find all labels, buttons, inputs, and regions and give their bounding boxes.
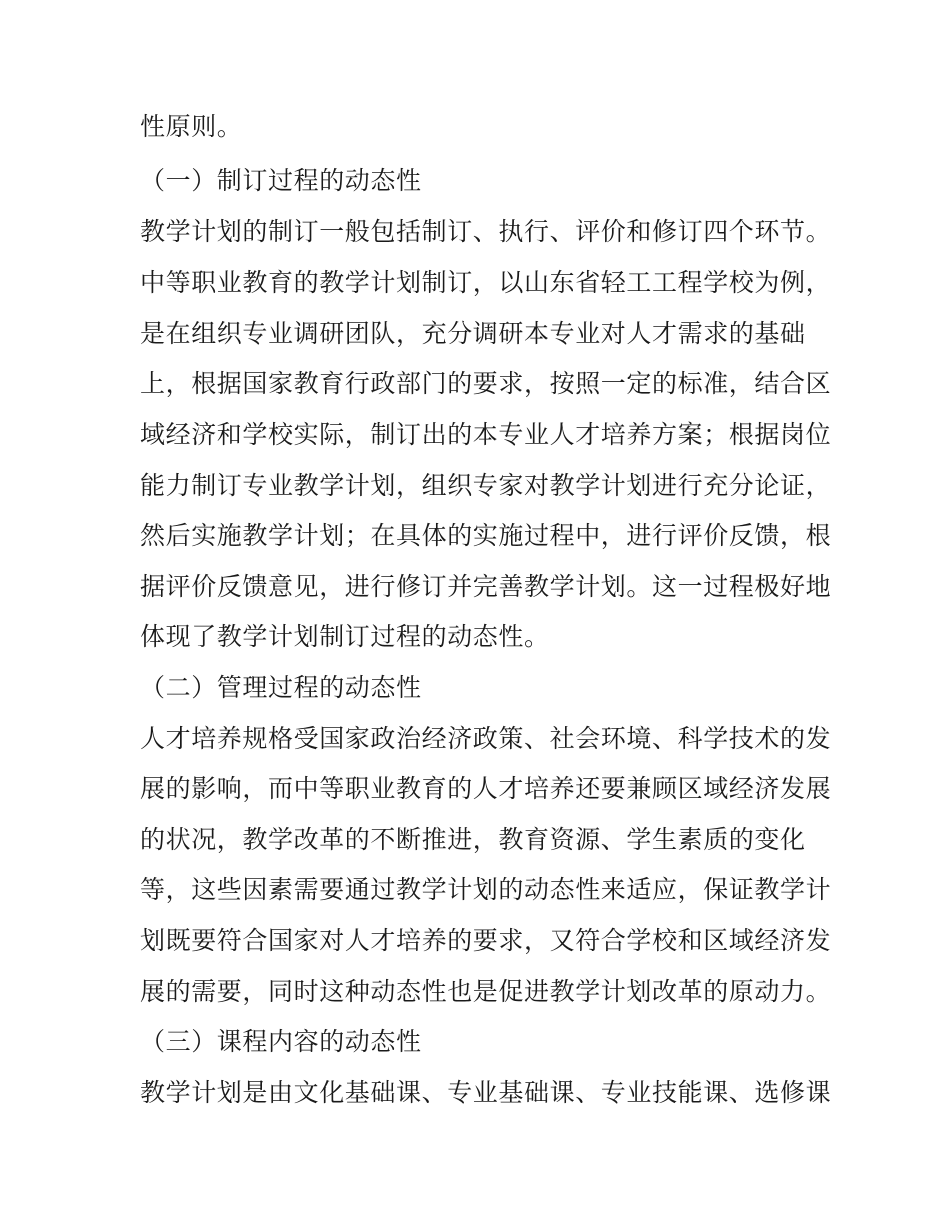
- paragraph-line: 据评价反馈意见，进行修订并完善教学计划。这一过程极好地: [140, 572, 832, 601]
- paragraph-line: 域经济和学校实际，制订出的本专业人才培养方案；根据岗位: [140, 420, 832, 449]
- paragraph-line: 上，根据国家教育行政部门的要求，按照一定的标准，结合区: [140, 369, 832, 398]
- paragraph-line: 然后实施教学计划；在具体的实施过程中，进行评价反馈，根: [140, 521, 832, 550]
- section-heading-1: （一）制订过程的动态性: [140, 166, 422, 195]
- paragraph-line: 划既要符合国家对人才培养的要求，又符合学校和区域经济发: [140, 926, 832, 955]
- paragraph-line: 体现了教学计划制订过程的动态性。: [140, 622, 550, 651]
- paragraph-line: 能力制订专业教学计划，组织专家对教学计划进行充分论证，: [140, 471, 832, 500]
- paragraph-line: 中等职业教育的教学计划制订，以山东省轻工工程学校为例，: [140, 268, 832, 297]
- paragraph-line: 性原则。: [140, 112, 243, 141]
- paragraph-line: 人才培养规格受国家政治经济政策、社会环境、科学技术的发: [140, 724, 832, 753]
- paragraph-line: 展的需要，同时这种动态性也是促进教学计划改革的原动力。: [140, 977, 832, 1006]
- section-heading-2: （二）管理过程的动态性: [140, 673, 422, 702]
- paragraph-line: 展的影响，而中等职业教育的人才培养还要兼顾区域经济发展: [140, 774, 832, 803]
- paragraph-line: 是在组织专业调研团队，充分调研本专业对人才需求的基础: [140, 319, 806, 348]
- paragraph-line: 等，这些因素需要通过教学计划的动态性来适应，保证教学计: [140, 875, 832, 904]
- paragraph-line: 教学计划是由文化基础课、专业基础课、专业技能课、选修课: [140, 1078, 832, 1107]
- paragraph-line: 教学计划的制订一般包括制订、执行、评价和修订四个环节。: [140, 217, 832, 246]
- paragraph-line: 的状况，教学改革的不断推进，教育资源、学生素质的变化: [140, 825, 806, 854]
- section-heading-3: （三）课程内容的动态性: [140, 1027, 422, 1056]
